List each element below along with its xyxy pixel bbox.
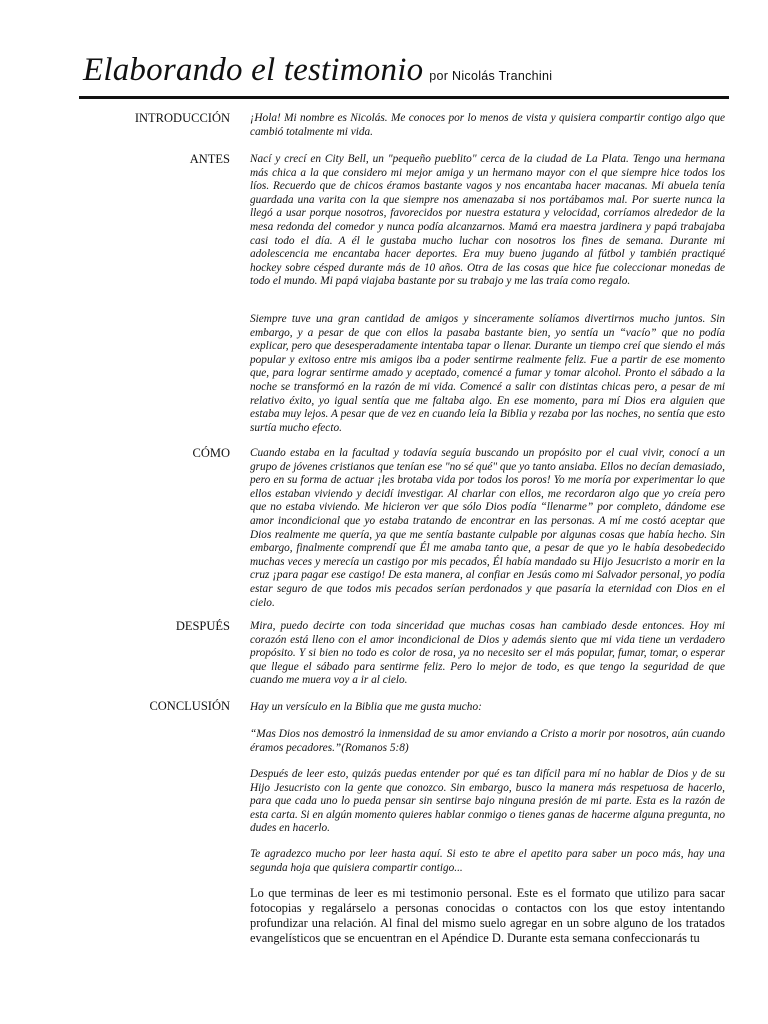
header	[83, 52, 552, 89]
section-label-introduccion: INTRODUCCIÓN	[134, 111, 230, 125]
despues-paragraph: Mira, puedo decirte con toda sinceridad que muchas cosas han cambiado desde entonces. Hoy mi corazón está lleno con el amor incondicional de Dios y además siento que mi vida tiene un verdadero propósito. Y si bien no todo es color de rosa, ya no necesito ser el más popular, fumar, tomar, o esperar que llegue el sábado para sentirme feliz. Pero lo mejor de todo, es que tengo la seguridad de que cuando me muera voy a ir al cielo.	[250, 620, 725, 687]
document-title: Elaborando el testimonio	[83, 52, 424, 88]
author-byline: por Nicolás Tranchini	[429, 69, 553, 83]
conclusion-paragraph-1: Hay un versículo en la Biblia que me gusta mucho:	[250, 701, 482, 713]
header-rule	[79, 96, 729, 99]
antes-paragraph-2: Siempre tuve una gran cantidad de amigos y sinceramente solíamos divertirnos mucho juntos. Sin embargo, y a pesar de que con ellos la pasaba bastante bien, yo sentía un “vacío” que no podía explicar, pero que desesperadamente intentaba tapar o llenar. Durante un tiempo creí que siendo el más popular y exitoso entre mis amigos iba a poder sentirme realmente feliz. Fue a partir de ese momento que, para lograr sentirme amado y aceptado, comencé a fumar y tomar alcohol. Pronto el sábado a la noche se transformó en la razón de mi vida. Comencé a salir con distintas chicas pero, a pesar de mi relativo éxito, yo igual sentía que me faltaba algo. En ese momento, para mí Dios era alguien que estaba muy lejos. A pesar que de vez en cuando leía la Biblia y rezaba por las noches, no sentía que esto surtía mucho efecto.	[250, 313, 725, 434]
section-label-antes: ANTES	[189, 152, 230, 166]
antes-paragraph-1: Nací y crecí en City Bell, un "pequeño pueblito" cerca de la ciudad de La Plata. Tengo una hermana más chica a la que considero mi mejor amiga y un hermano mayor con el que siempre hice todos los líos. Recuerdo que de chicos éramos bastante vagos y nos encantaba hacer macanas. Mi abuela tenía guardada una varita con la que siempre nos amenazaba si nos portábamos mal. Por suerte nunca la llegó a usar porque nosotros, favorecidos por nuestra estatura y velocidad, corríamos alrededor de la mesa redonda del comedor y nunca podía alcanzarnos. Mamá era maestra jardinera y papá trabajaba casi todo el día. A él le gustaba mucho luchar con nosotros los fines de semana. Durante mi adolescencia me encantaba hacer deportes. Era muy bueno jugando al fútbol y también practiqué hockey sobre césped durante más de 10 años. Otra de las cosas que hice fue coleccionar monedas de todo el mundo. Mi papá viajaba bastante por su trabajo y me las traía como regalo.	[250, 153, 725, 288]
introduccion-paragraph: ¡Hola! Mi nombre es Nicolás. Me conoces por lo menos de vista y quisiera compartir contigo algo que cambió totalmente mi vida.	[250, 112, 725, 138]
explanatory-paragraph: Lo que terminas de leer es mi testimonio personal. Este es el formato que utilizo para sacar fotocopias y regalárselo a personas conocidas o contactos con los que estoy intentando profundizar una relación. Al final del mismo suelo agregar en un sobre alguno de los tratados evangelísticos que se encuentran en el Apéndice D. Durante esta semana confeccionarás tu	[250, 886, 725, 945]
section-label-como: CÓMO	[192, 446, 230, 460]
conclusion-paragraph-3: Te agradezco mucho por leer hasta aquí. Si esto te abre el apetito para saber un poco más, hay una segunda hoja que quisiera compartir contigo...	[250, 848, 725, 874]
bible-verse-quote: “Mas Dios nos demostró la inmensidad de su amor enviando a Cristo a morir por nosotros, aún cuando éramos pecadores.”(Romanos 5:8)	[250, 728, 725, 754]
como-paragraph: Cuando estaba en la facultad y todavía seguía buscando un propósito por el cual vivir, conocí a un grupo de jóvenes cristianos que tenían ese "no sé qué" que yo tanto ansiaba. Ellos no decían demasiado, pero en su forma de actuar ¡les brotaba vida por todos los poros! Yo me moría por experimentar lo que ellos estaban viviendo y decidí investigar. Al charlar con ellos, me recordaron algo que yo creía pero que no estaba viviendo. Me hicieron ver que sólo Dios podía “llenarme” por completo, dándome ese amor incondicional que yo estaba tratando de encontrar en las personas. A mí me costó aceptar que Dios realmente me quería, ya que me sentía bastante culpable por algunas cosas que había hecho. Sin embargo, finalmente comprendí que Él me amaba tanto que, a pesar de que yo le había desobedecido muchas veces y merecía un castigo por mis pecados, Él había mandado su Hijo Jesucristo a morir en la cruz ¡para pagar ese castigo! De esta manera, al confiar en Jesús como mi Salvador personal, yo podía estar seguro de que todos mis pecados serían perdonados y que pasaría la eternidad con Dios en el cielo.	[250, 447, 725, 609]
section-label-despues: DESPUÉS	[175, 619, 230, 633]
conclusion-paragraph-2: Después de leer esto, quizás puedas entender por qué es tan difícil para mí no hablar de Dios y de su Hijo Jesucristo con la gente que conozco. Sin embargo, busco la manera más respetuosa de hacerlo, para que cada uno lo pueda pensar sin sentirse bajo ninguna presión de mi parte. Esta es la razón de esta carta. Si en algún momento quieres hablar conmigo o tienes ganas de hacerme alguna pregunta, no dudes en hacerlo.	[250, 768, 725, 835]
section-label-conclusion: CONCLUSIÓN	[149, 699, 230, 713]
